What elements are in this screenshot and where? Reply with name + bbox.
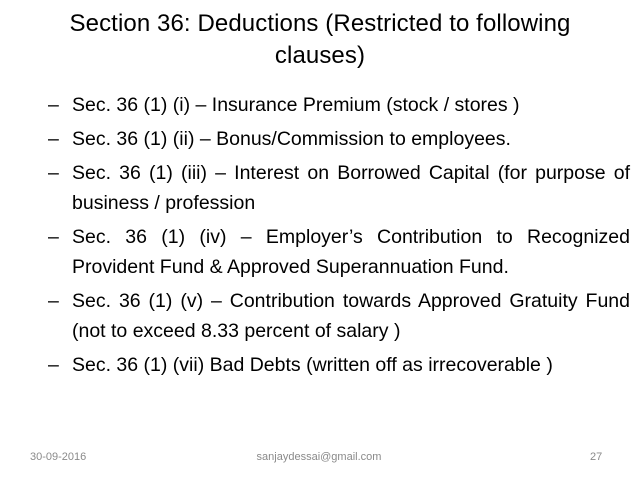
footer-page-number: 27 (590, 451, 603, 463)
bullet-text: Sec. 36 (1) (iii) – Interest on Borrowed Capital (for purpose of business / profession (72, 162, 630, 214)
bullet-dash: – (48, 128, 59, 150)
bullet-text: Sec. 36 (1) (vii) Bad Debts (written off as irrecoverable ) (72, 354, 553, 376)
bullet-dash: – (48, 162, 59, 184)
bullet-list (0, 90, 638, 384)
bullet-item-6 (0, 350, 638, 380)
slide-title (40, 8, 600, 72)
bullet-item-3 (0, 158, 638, 218)
bullet-dash: – (48, 354, 59, 376)
footer-email: sanjaydessai@gmail.com (256, 451, 382, 463)
bullet-item-4 (0, 222, 638, 282)
bullet-dash: – (48, 226, 59, 248)
bullet-dash: – (48, 94, 59, 116)
bullet-text: Sec. 36 (1) (i) – Insurance Premium (stock / stores ) (72, 94, 520, 116)
slide-title-line-1: Section 36: Deductions (Restricted to following (69, 10, 571, 37)
bullet-text: Sec. 36 (1) (ii) – Bonus/Commission to employees. (72, 128, 511, 150)
footer-date: 30-09-2016 (30, 451, 87, 463)
bullet-text: Sec. 36 (1) (iv) – Employer’s Contribution to Recognized Provident Fund & Approved Superannuation Fund. (72, 226, 630, 278)
bullet-item-2 (0, 124, 638, 154)
slide-title-line-2: clauses) (274, 42, 366, 69)
bullet-item-5 (0, 286, 638, 346)
bullet-item-1 (0, 90, 638, 120)
bullet-dash: – (48, 290, 59, 312)
bullet-text: Sec. 36 (1) (v) – Contribution towards Approved Gratuity Fund (not to exceed 8.33 percent of salary ) (72, 290, 630, 342)
